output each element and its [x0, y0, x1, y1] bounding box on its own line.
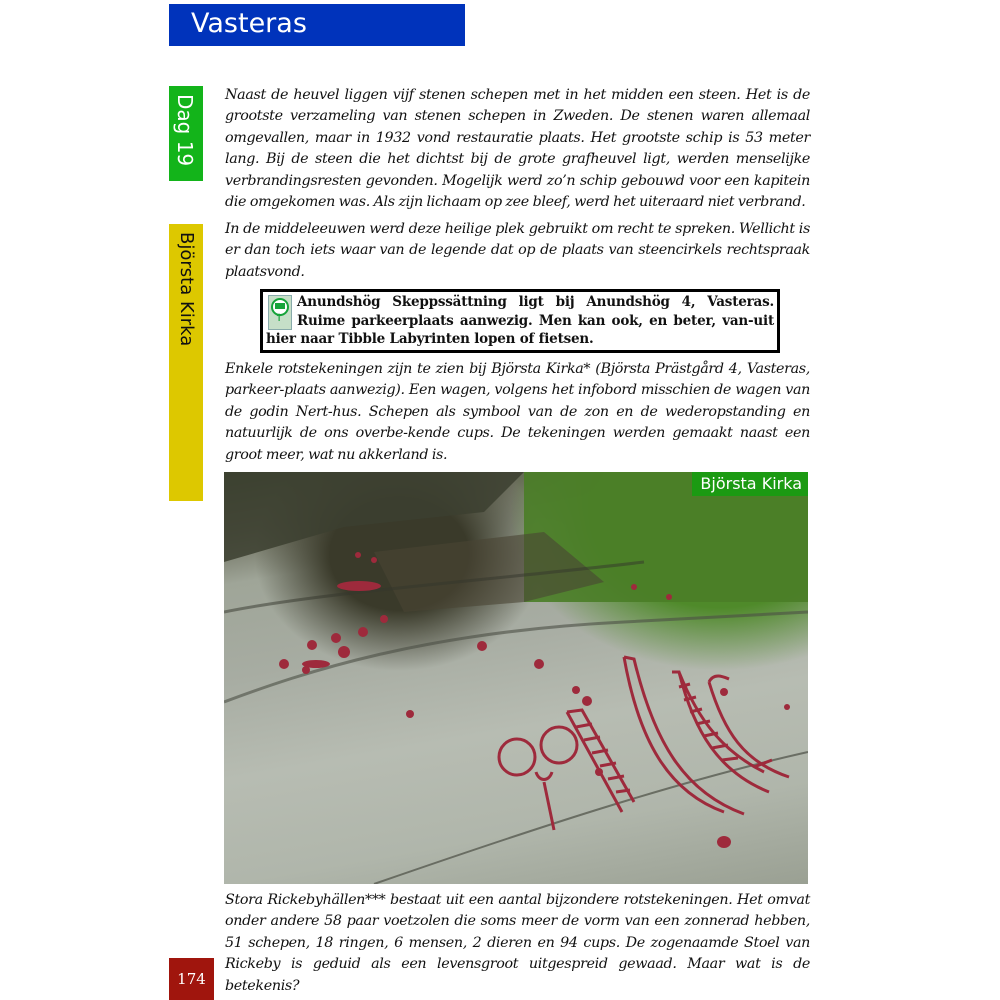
- photo-caption: Björsta Kirka: [692, 472, 808, 496]
- paragraph-rickeby: Stora Rickebyhällen*** bestaat uit een aantal bijzondere rotstekeningen. Het omvat onder andere 58 paar voetzolen die soms meer de vorm van een zonnerad hebben, 51 schepen, 18 ringen, 6 mensen, 2 dieren en 94 cups. De zogenaamde Stoel van Rickeby is geduid als een levensgroot uitgespreid gewaad. Maar wat is de betekenis?: [225, 892, 810, 994]
- place-tab-label: Björsta Kirka: [176, 232, 197, 347]
- place-tab: [169, 224, 203, 501]
- location-infobox: [260, 289, 780, 353]
- chapter-title-bar: [169, 4, 465, 46]
- page-number: 174: [169, 958, 214, 1000]
- day-tab-label: Dag 19: [173, 94, 197, 167]
- infobox-text: Anundshög Skeppssättning ligt bij Anundshög 4, Vasteras. Ruime parkeerplaats aanwezig. Men kan ook, en beter, van-uit hier naar Tibble Labyrinten lopen of fietsen.: [266, 294, 774, 347]
- paragraph-middle-ages: In de middeleeuwen werd deze heilige plek gebruikt om recht te spreken. Wellicht is er dan toch iets waar van de legende dat op de plaats van steencirkels rechtspraak plaatsvond.: [225, 221, 810, 280]
- rock-carvings-photo: [224, 472, 808, 884]
- paragraph-bjorsta: Enkele rotstekeningen zijn te zien bij Björsta Kirka* (Björsta Prästgård 4, Vasteras, parkeer-plaats aanwezig). Een wagen, volgens het infobord misschien de wagen van de godin Nert-hus. Schepen als symbool van de zon en de wederopstanding en natuurlijk de ons overbe-kende cups. De tekeningen werden gemaakt naast een groot meer, wat nu akkerland is.: [225, 361, 810, 463]
- chapter-title: Vasteras: [191, 8, 307, 39]
- paragraph-ships: Naast de heuvel liggen vijf stenen schepen met in het midden een steen. Het is de grootste verzameling van stenen schepen in Zweden. De stenen waren allemaal omgevallen, maar in 1932 vond restauratie plaats. Het grootste schip is 53 meter lang. Bij de steen die het dichtst bij de grote grafheuvel ligt, werden menselijke verbrandingsresten gevonden. Mogelijk werd zo’n schip gebouwd voor een kapitein die omgekomen was. Als zijn lichaam op zee bleef, werd het uiteraard niet verbrand.: [225, 87, 810, 211]
- photo-illustration: [224, 472, 808, 884]
- day-tab: [169, 86, 203, 181]
- museum-location-icon: ↑: [268, 295, 292, 330]
